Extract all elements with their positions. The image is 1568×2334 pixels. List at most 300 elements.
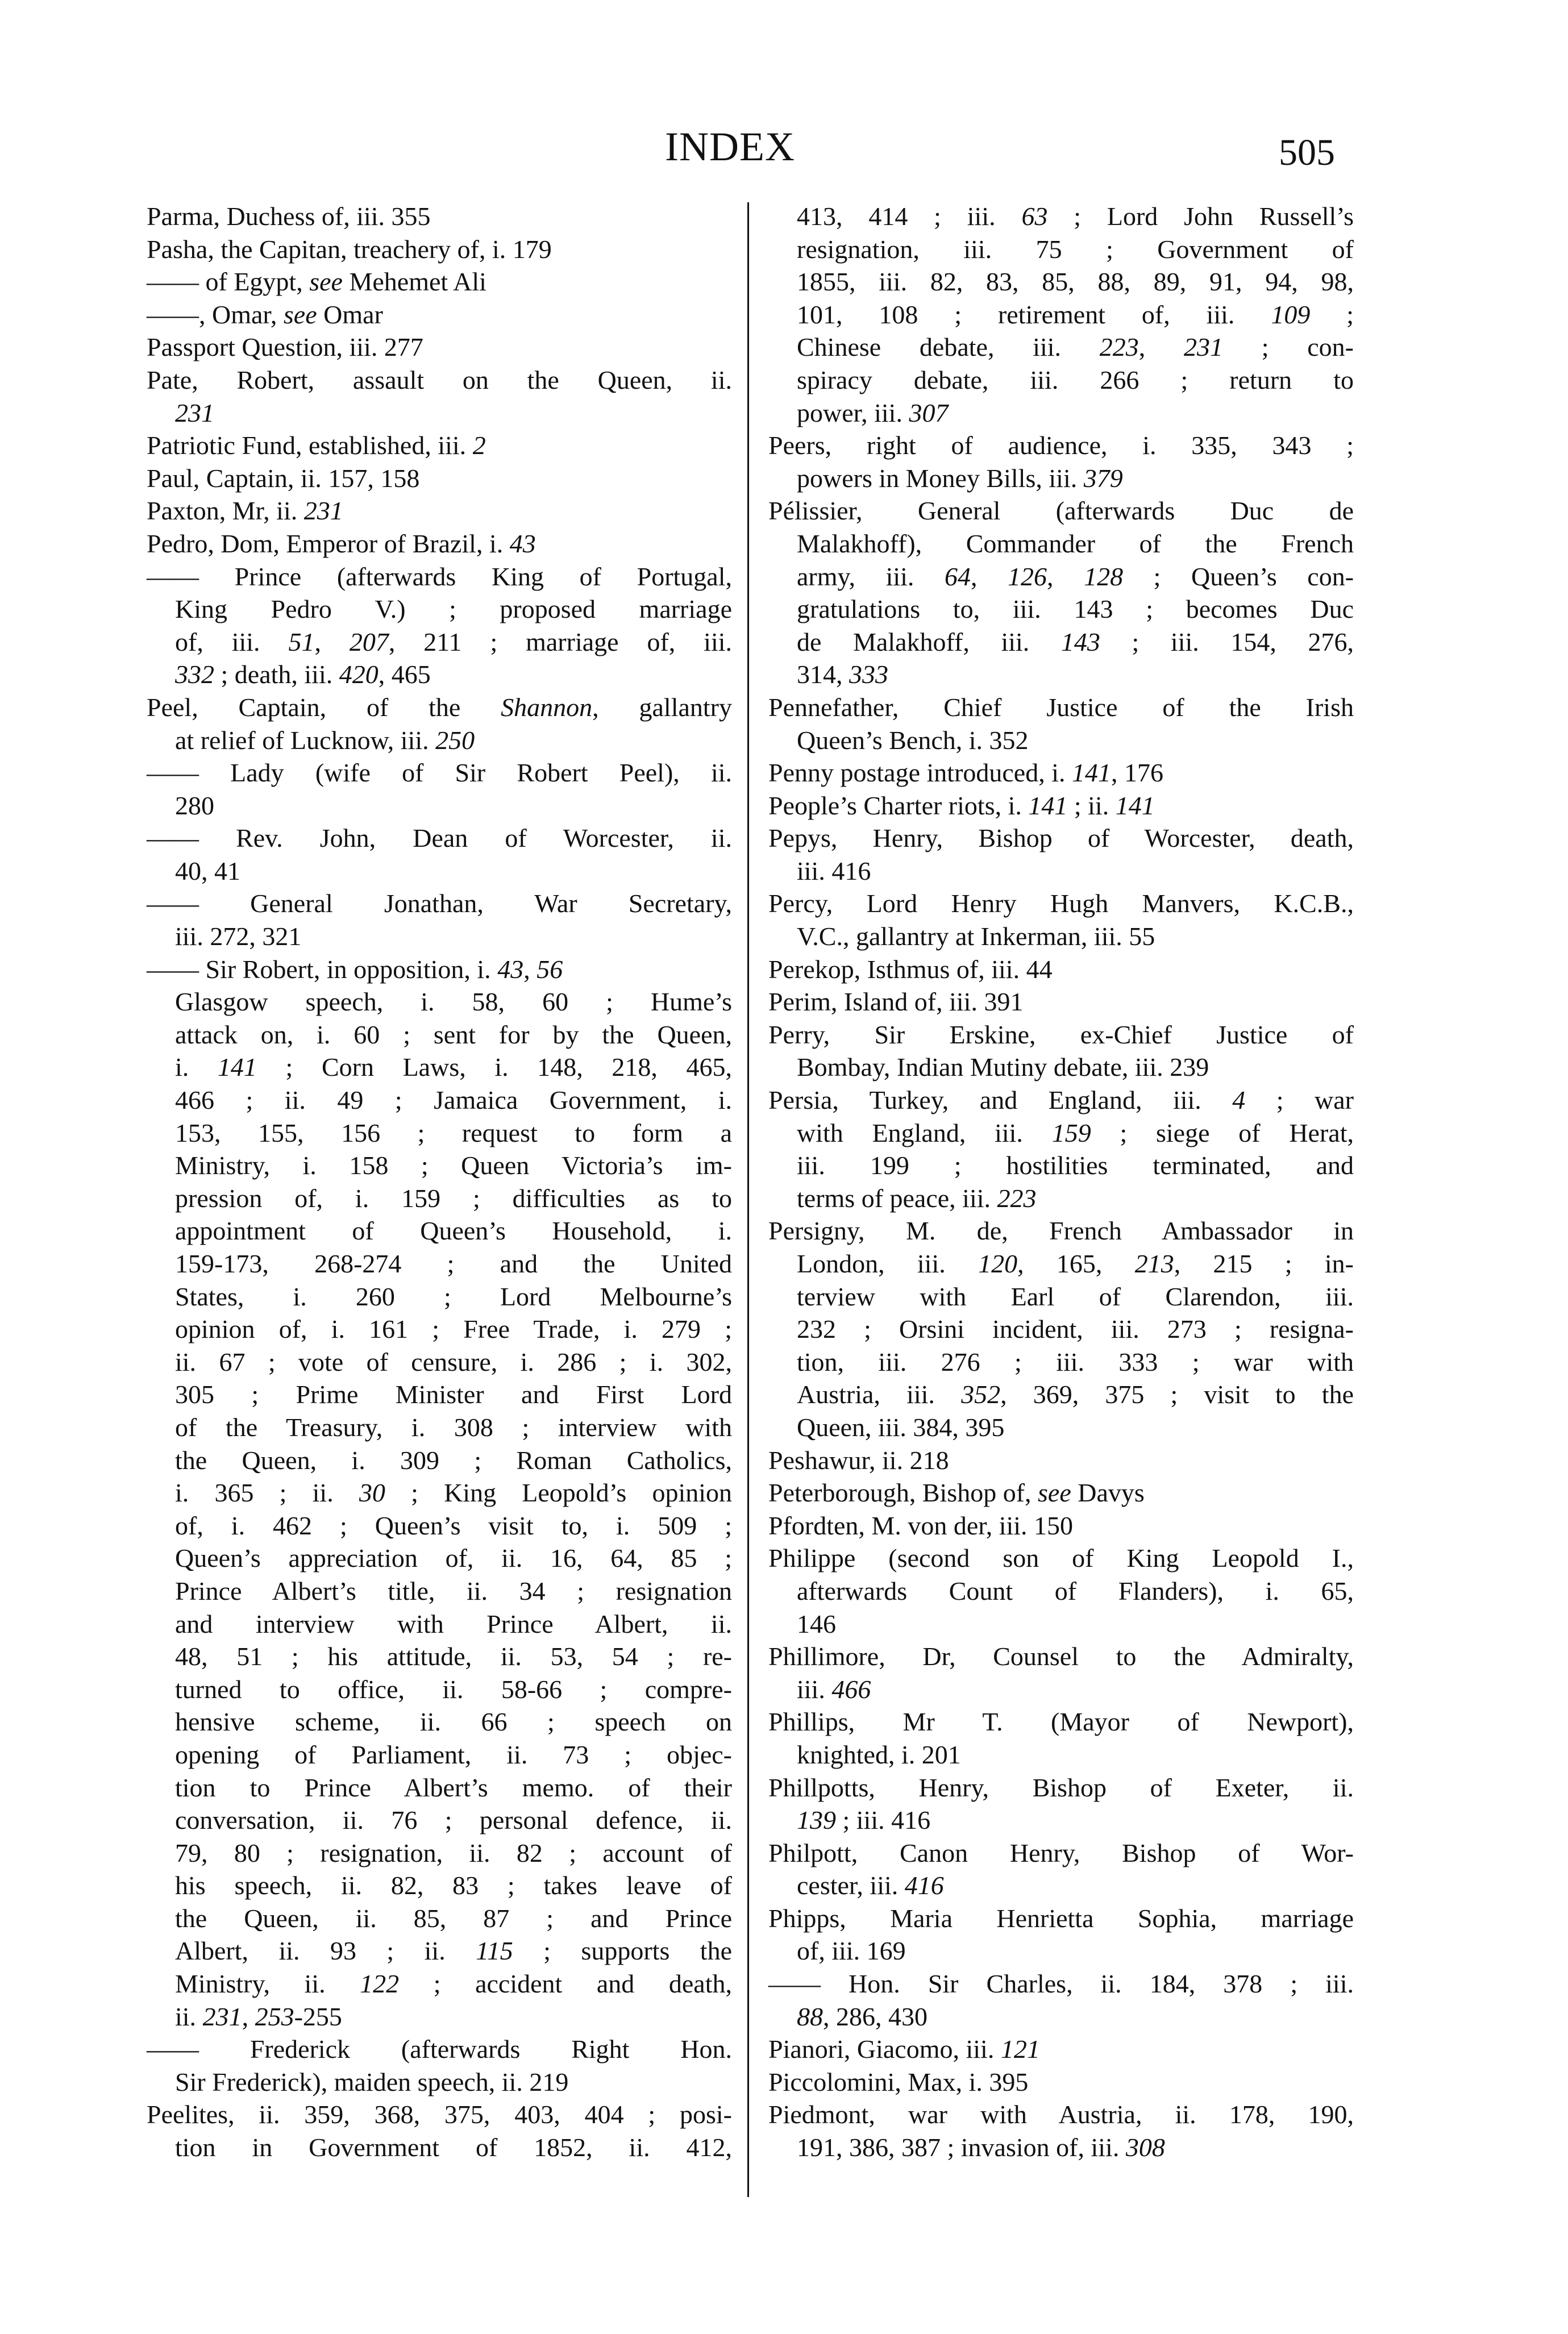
index-line xyxy=(147,1411,732,1444)
index-line xyxy=(768,1117,1354,1150)
index-text: tion in Government of 1852, ii. 412, xyxy=(175,2133,732,2162)
index-line xyxy=(768,298,1354,331)
index-text: Peel, Captain, of the xyxy=(147,692,501,722)
index-line xyxy=(147,1214,732,1247)
index-line xyxy=(768,331,1354,364)
index-line xyxy=(147,331,732,364)
index-line xyxy=(147,1967,732,2000)
index-text-italic: 51 xyxy=(288,627,315,656)
index-line xyxy=(768,494,1354,527)
index-text: Malakhoff), Commander of the French xyxy=(797,529,1354,558)
index-column-left xyxy=(147,200,732,2164)
index-line xyxy=(768,1575,1354,1608)
index-text-italic: 126 xyxy=(1008,561,1047,591)
index-line xyxy=(147,364,732,397)
index-line xyxy=(147,1346,732,1379)
index-text-italic: 115 xyxy=(476,1936,513,1966)
index-text-italic: 307 xyxy=(909,398,949,427)
index-line xyxy=(147,298,732,331)
index-text: —— Prince (afterwards King of Portugal, xyxy=(147,561,732,591)
index-text: opinion of, i. 161 ; Free Trade, i. 279 ; xyxy=(175,1314,732,1344)
index-line xyxy=(147,985,732,1018)
index-text: ; iii. 154, 276, xyxy=(1100,627,1354,656)
index-text: attack on, i. 60 ; sent for by the Queen, xyxy=(175,1020,732,1049)
index-line xyxy=(768,2131,1354,2164)
index-text: ; supports the xyxy=(513,1936,732,1966)
index-text: Prince Albert’s title, ii. 34 ; resignation xyxy=(175,1576,732,1605)
index-text: , xyxy=(523,954,537,984)
index-line xyxy=(147,1117,732,1150)
index-line xyxy=(768,1934,1354,1967)
index-line xyxy=(147,1640,732,1673)
index-line xyxy=(147,1149,732,1182)
index-line xyxy=(147,462,732,495)
index-text: Pianori, Giacomo, iii. xyxy=(768,2035,1001,2064)
index-text-italic: 379 xyxy=(1083,463,1123,493)
index-text: Pedro, Dom, Emperor of Brazil, i. xyxy=(147,529,510,558)
index-line xyxy=(147,494,732,527)
index-text: ii. xyxy=(175,2002,203,2031)
index-line xyxy=(768,265,1354,298)
index-text: 48, 51 ; his attitude, ii. 53, 54 ; re- xyxy=(175,1642,732,1671)
index-line xyxy=(768,1444,1354,1477)
index-text: 280 xyxy=(175,791,214,820)
index-text: Persigny, M. de, French Ambassador in xyxy=(768,1216,1354,1246)
index-text: Austria, iii. xyxy=(797,1380,962,1409)
index-text: , 165, xyxy=(1017,1249,1135,1278)
index-text: People’s Charter riots, i. xyxy=(768,791,1029,820)
index-line xyxy=(768,1214,1354,1247)
index-text: iii. 416 xyxy=(797,856,871,885)
index-line xyxy=(768,397,1354,430)
index-line xyxy=(768,756,1354,789)
index-line xyxy=(768,2066,1354,2099)
index-line xyxy=(147,822,732,855)
index-text: Perekop, Isthmus of, iii. 44 xyxy=(768,954,1053,984)
index-text: , 211 ; marriage of, iii. xyxy=(388,627,733,656)
index-text: Pfordten, M. von der, iii. 150 xyxy=(768,1511,1074,1540)
index-text: tion to Prince Albert’s memo. of their xyxy=(175,1773,732,1802)
index-line xyxy=(768,626,1354,659)
index-line xyxy=(147,626,732,659)
index-text: —— Sir Robert, in opposition, i. xyxy=(147,954,498,984)
index-text: —— Rev. John, Dean of Worcester, ii. xyxy=(147,823,732,853)
index-text: ; King Leopold’s opinion xyxy=(385,1478,732,1508)
index-text: Queen’s Bench, i. 352 xyxy=(797,725,1029,755)
index-line xyxy=(147,1608,732,1641)
index-line xyxy=(768,1051,1354,1084)
index-text-italic: 141 xyxy=(217,1052,257,1082)
index-line xyxy=(147,1084,732,1117)
index-line xyxy=(147,200,732,233)
index-text-italic: 466 xyxy=(831,1674,871,1704)
index-text: , 176 xyxy=(1111,758,1164,788)
index-line xyxy=(147,1182,732,1215)
index-text: 79, 80 ; resignation, ii. 82 ; account of xyxy=(175,1838,732,1867)
index-line xyxy=(147,1509,732,1542)
index-text: at relief of Lucknow, iii. xyxy=(175,725,436,755)
index-text: of, i. 462 ; Queen’s visit to, i. 509 ; xyxy=(175,1511,732,1540)
index-line xyxy=(768,1608,1354,1641)
index-text: Ministry, i. 158 ; Queen Victoria’s im- xyxy=(175,1151,732,1180)
index-text-italic: 231 xyxy=(175,398,214,427)
index-text: Ministry, ii. xyxy=(175,1969,360,1999)
index-text: ; Queen’s con- xyxy=(1123,561,1354,591)
index-text: , 215 ; in- xyxy=(1174,1249,1354,1278)
index-line xyxy=(768,887,1354,920)
index-text: iii. xyxy=(797,1674,832,1704)
column-divider xyxy=(747,202,749,2197)
index-text: afterwards Count of Flanders), i. 65, xyxy=(797,1576,1354,1605)
index-line xyxy=(147,724,732,757)
index-line xyxy=(147,2131,732,2164)
index-text: —— Lady (wife of Sir Robert Peel), ii. xyxy=(147,758,732,788)
index-text: Paxton, Mr, ii. xyxy=(147,496,304,526)
index-line xyxy=(768,364,1354,397)
index-text: the Queen, i. 309 ; Roman Catholics, xyxy=(175,1445,732,1475)
index-text: Perim, Island of, iii. 391 xyxy=(768,987,1024,1017)
index-text: hensive scheme, ii. 66 ; speech on xyxy=(175,1707,732,1737)
index-line xyxy=(147,429,732,462)
index-text: 413, 414 ; iii. xyxy=(797,202,1022,231)
index-line xyxy=(768,1967,1354,2000)
index-text: Phipps, Maria Henrietta Sophia, marriage xyxy=(768,1903,1354,1933)
index-text: Perry, Sir Erskine, ex-Chief Justice of xyxy=(768,1020,1354,1049)
index-text: 101, 108 ; retirement of, iii. xyxy=(797,299,1271,329)
index-text-italic: 141 xyxy=(1115,791,1155,820)
index-line xyxy=(147,397,732,430)
index-text: conversation, ii. 76 ; personal defence, ii. xyxy=(175,1805,732,1835)
index-text: —— General Jonathan, War Secretary, xyxy=(147,889,732,918)
index-line xyxy=(147,1018,732,1051)
index-line xyxy=(768,593,1354,626)
index-text-italic: see xyxy=(283,299,317,329)
index-text: Persia, Turkey, and England, iii. xyxy=(768,1085,1233,1115)
index-text: turned to office, ii. 58-66 ; compre- xyxy=(175,1674,732,1704)
index-text: opening of Parliament, ii. 73 ; objec- xyxy=(175,1740,732,1769)
index-line xyxy=(768,1902,1354,1935)
index-text: iii. 199 ; hostilities terminated, and xyxy=(797,1151,1354,1180)
index-text: ; death, iii. xyxy=(214,660,339,689)
index-text: , 369, 375 ; visit to the xyxy=(1000,1380,1354,1409)
index-text: Queen, iii. 384, 395 xyxy=(797,1412,1005,1442)
index-text: Bombay, Indian Mutiny debate, iii. 239 xyxy=(797,1052,1209,1082)
index-text-italic: Shannon xyxy=(501,692,593,722)
index-line xyxy=(768,1640,1354,1673)
index-line xyxy=(768,2033,1354,2066)
index-text: Penny postage introduced, i. xyxy=(768,758,1072,788)
index-line xyxy=(768,1346,1354,1379)
index-text: Phillips, Mr T. (Mayor of Newport), xyxy=(768,1707,1354,1737)
index-text-italic: 420 xyxy=(339,660,379,689)
index-text-italic: 128 xyxy=(1084,561,1124,591)
index-text: Peelites, ii. 359, 368, 375, 403, 404 ; posi- xyxy=(147,2100,732,2129)
index-text-italic: 109 xyxy=(1271,299,1311,329)
index-text-italic: 250 xyxy=(435,725,475,755)
index-text: , xyxy=(1047,561,1084,591)
index-text: 191, 386, 387 ; invasion of, iii. xyxy=(797,2133,1126,2162)
index-text-italic: 213 xyxy=(1134,1249,1174,1278)
index-line xyxy=(768,1182,1354,1215)
index-text: 153, 155, 156 ; request to form a xyxy=(175,1118,732,1147)
index-text-italic: 43 xyxy=(497,954,524,984)
index-line xyxy=(147,1804,732,1837)
index-line xyxy=(147,1280,732,1313)
index-text: Peers, right of audience, i. 335, 343 ; xyxy=(768,431,1354,460)
index-text: Phillimore, Dr, Counsel to the Admiralty, xyxy=(768,1642,1354,1671)
index-text: cester, iii. xyxy=(797,1871,905,1900)
index-text: ; Lord John Russell’s xyxy=(1047,202,1354,231)
index-line xyxy=(147,1051,732,1084)
index-text: King Pedro V.) ; proposed marriage xyxy=(175,594,732,624)
index-line xyxy=(768,1705,1354,1738)
index-line xyxy=(147,1575,732,1608)
index-line xyxy=(147,265,732,298)
index-line xyxy=(768,1411,1354,1444)
index-line xyxy=(147,855,732,888)
index-text: , gallantry xyxy=(592,692,732,722)
index-text: Sir Frederick), maiden speech, ii. 219 xyxy=(175,2067,569,2096)
index-line xyxy=(768,560,1354,593)
index-text: Mehemet Ali xyxy=(342,267,486,297)
index-text: Piccolomini, Max, i. 395 xyxy=(768,2067,1029,2096)
index-text: Phillpotts, Henry, Bishop of Exeter, ii. xyxy=(768,1773,1354,1802)
index-line xyxy=(147,1313,732,1346)
index-text: power, iii. xyxy=(797,398,909,427)
index-text: ii. 67 ; vote of censure, i. 286 ; i. 302, xyxy=(175,1347,732,1376)
index-line xyxy=(768,1804,1354,1837)
index-text: Pasha, the Capitan, treachery of, i. 179 xyxy=(147,234,552,264)
index-text-italic: 2 xyxy=(472,431,486,460)
index-text: Peshawur, ii. 218 xyxy=(768,1445,949,1475)
index-text: , 286, 430 xyxy=(823,2002,928,2031)
index-text: ; war xyxy=(1245,1085,1354,1115)
index-text-italic: 43 xyxy=(509,529,536,558)
index-text: Glasgow speech, i. 58, 60 ; Hume’s xyxy=(175,987,732,1017)
index-text: ; xyxy=(1310,299,1354,329)
index-line xyxy=(768,462,1354,495)
index-text: V.C., gallantry at Inkerman, iii. 55 xyxy=(797,922,1155,951)
index-line xyxy=(768,1476,1354,1509)
index-text: army, iii. xyxy=(797,561,945,591)
index-text-italic: 253 xyxy=(255,2002,294,2031)
index-text-italic: 308 xyxy=(1125,2133,1165,2162)
index-line xyxy=(147,756,732,789)
index-line xyxy=(768,920,1354,953)
index-line xyxy=(768,1542,1354,1575)
index-line xyxy=(147,887,732,920)
index-text: Pate, Robert, assault on the Queen, ii. xyxy=(147,365,732,394)
index-text: 305 ; Prime Minister and First Lord xyxy=(175,1380,732,1409)
index-text: States, i. 260 ; Lord Melbourne’s xyxy=(175,1282,732,1311)
index-text: ; iii. 416 xyxy=(836,1805,931,1835)
index-text: 314, xyxy=(797,660,849,689)
index-line xyxy=(768,1018,1354,1051)
index-text: 40, 41 xyxy=(175,856,240,885)
index-line xyxy=(768,200,1354,233)
index-text-italic: 30 xyxy=(359,1478,385,1508)
index-line xyxy=(768,985,1354,1018)
index-text: i. 365 ; ii. xyxy=(175,1478,359,1508)
index-text: Patriotic Fund, established, iii. xyxy=(147,431,473,460)
index-text: Peterborough, Bishop of, xyxy=(768,1478,1038,1508)
index-text: resignation, iii. 75 ; Government of xyxy=(797,234,1354,264)
index-text: pression of, i. 159 ; difficulties as to xyxy=(175,1183,732,1213)
index-text: ; Corn Laws, i. 148, 218, 465, xyxy=(256,1052,733,1082)
index-text: terview with Earl of Clarendon, iii. xyxy=(797,1282,1354,1311)
index-text: the Queen, ii. 85, 87 ; and Prince xyxy=(175,1903,732,1933)
index-text: , xyxy=(314,627,350,656)
index-text-italic: 4 xyxy=(1232,1085,1246,1115)
index-text: , xyxy=(242,2002,255,2031)
index-line xyxy=(147,1771,732,1804)
index-line xyxy=(147,2000,732,2033)
index-text: appointment of Queen’s Household, i. xyxy=(175,1216,732,1246)
index-text: 466 ; ii. 49 ; Jamaica Government, i. xyxy=(175,1085,732,1115)
index-text-italic: 120 xyxy=(978,1249,1018,1278)
index-text: ; accident and death, xyxy=(399,1969,732,1999)
index-line xyxy=(147,527,732,560)
page-title: INDEX xyxy=(665,124,795,169)
index-line xyxy=(147,1673,732,1706)
index-line xyxy=(768,1084,1354,1117)
index-line xyxy=(768,691,1354,724)
index-line xyxy=(768,658,1354,691)
index-line xyxy=(768,1378,1354,1411)
index-line xyxy=(147,658,732,691)
index-text-italic: 64 xyxy=(944,561,971,591)
index-text-italic: 332 xyxy=(175,660,214,689)
index-text: ——, Omar, xyxy=(147,299,284,329)
index-line xyxy=(147,1247,732,1280)
index-text-italic: 141 xyxy=(1028,791,1068,820)
index-text: de Malakhoff, iii. xyxy=(797,627,1061,656)
index-line xyxy=(768,429,1354,462)
index-text: —— Frederick (afterwards Right Hon. xyxy=(147,2035,732,2064)
index-text: terms of peace, iii. xyxy=(797,1183,997,1213)
page-number: 505 xyxy=(1279,132,1335,173)
index-text: Philippe (second son of King Leopold I., xyxy=(768,1543,1354,1573)
index-text-italic: 141 xyxy=(1072,758,1112,788)
index-line xyxy=(147,560,732,593)
index-text-italic: 231 xyxy=(202,2002,242,2031)
index-text-italic: see xyxy=(1038,1478,1071,1508)
index-text: gratulations to, iii. 143 ; becomes Duc xyxy=(797,594,1354,624)
index-text-italic: 122 xyxy=(360,1969,400,1999)
index-text-italic: 139 xyxy=(797,1805,836,1835)
index-text-italic: 88 xyxy=(797,2002,823,2031)
index-line xyxy=(768,822,1354,855)
index-text: —— of Egypt, xyxy=(147,267,310,297)
index-line xyxy=(147,2033,732,2066)
index-line xyxy=(147,789,732,822)
index-line xyxy=(768,1738,1354,1771)
index-text-italic: 121 xyxy=(1000,2035,1040,2064)
index-text-italic: 207 xyxy=(349,627,389,656)
index-text: tion, iii. 276 ; iii. 333 ; war with xyxy=(797,1347,1354,1376)
index-text: Passport Question, iii. 277 xyxy=(147,332,423,362)
index-text: with England, iii. xyxy=(797,1118,1052,1147)
index-text-italic: 231 xyxy=(303,496,343,526)
index-line xyxy=(768,953,1354,986)
index-line xyxy=(147,1542,732,1575)
index-text-italic: 416 xyxy=(904,1871,944,1900)
index-line xyxy=(147,953,732,986)
index-text: iii. 272, 321 xyxy=(175,922,302,951)
index-text: Parma, Duchess of, iii. 355 xyxy=(147,202,431,231)
index-text: Philpott, Canon Henry, Bishop of Wor- xyxy=(768,1838,1354,1867)
index-text: powers in Money Bills, iii. xyxy=(797,463,1084,493)
index-text: 232 ; Orsini incident, iii. 273 ; resigna- xyxy=(797,1314,1354,1344)
index-text: Queen’s appreciation of, ii. 16, 64, 85 ; xyxy=(175,1543,732,1573)
index-line xyxy=(768,1313,1354,1346)
index-line xyxy=(768,789,1354,822)
index-text: London, iii. xyxy=(797,1249,979,1278)
index-line xyxy=(147,691,732,724)
index-text: Pélissier, General (afterwards Duc de xyxy=(768,496,1354,526)
index-line xyxy=(768,1771,1354,1804)
index-line xyxy=(147,593,732,626)
index-line xyxy=(147,1837,732,1870)
index-text: 146 xyxy=(797,1609,836,1638)
index-line xyxy=(768,1837,1354,1870)
index-line xyxy=(768,724,1354,757)
index-line xyxy=(147,1476,732,1509)
index-line xyxy=(147,2066,732,2099)
index-text-italic: 231 xyxy=(1184,332,1224,362)
index-text: Omar xyxy=(317,299,383,329)
index-line xyxy=(147,1934,732,1967)
index-text: and interview with Prince Albert, ii. xyxy=(175,1609,732,1638)
index-line xyxy=(768,1149,1354,1182)
index-text: spiracy debate, iii. 266 ; return to xyxy=(797,365,1354,394)
index-line xyxy=(768,2098,1354,2131)
index-text: , 465 xyxy=(378,660,431,689)
index-text-italic: 352 xyxy=(961,1380,1001,1409)
index-line xyxy=(147,1378,732,1411)
index-line xyxy=(147,1444,732,1477)
index-line xyxy=(768,1673,1354,1706)
index-text-italic: 223 xyxy=(997,1183,1037,1213)
index-text: of the Treasury, i. 308 ; interview with xyxy=(175,1412,732,1442)
index-text: of, iii. xyxy=(175,627,289,656)
index-text: —— Hon. Sir Charles, ii. 184, 378 ; iii. xyxy=(768,1969,1354,1999)
index-text: Pepys, Henry, Bishop of Worcester, death, xyxy=(768,823,1354,853)
index-text-italic: 56 xyxy=(536,954,563,984)
index-text-italic: 333 xyxy=(849,660,888,689)
index-line xyxy=(147,1738,732,1771)
index-text-italic: 143 xyxy=(1060,627,1100,656)
index-text: ; con- xyxy=(1223,332,1354,362)
index-text: Albert, ii. 93 ; ii. xyxy=(175,1936,476,1966)
index-line xyxy=(147,920,732,953)
index-line xyxy=(768,1509,1354,1542)
index-text: i. xyxy=(175,1052,218,1082)
index-text: knighted, i. 201 xyxy=(797,1740,961,1769)
index-line xyxy=(768,855,1354,888)
index-line xyxy=(147,2098,732,2131)
index-line xyxy=(768,1280,1354,1313)
index-text: Piedmont, war with Austria, ii. 178, 190, xyxy=(768,2100,1354,2129)
index-line xyxy=(768,1247,1354,1280)
index-column-right xyxy=(768,200,1354,2164)
index-text: Paul, Captain, ii. 157, 158 xyxy=(147,463,420,493)
index-text: ; ii. xyxy=(1067,791,1116,820)
index-text: 159-173, 268-274 ; and the United xyxy=(175,1249,732,1278)
index-line xyxy=(768,233,1354,266)
index-line xyxy=(147,233,732,266)
index-text: Chinese debate, iii. xyxy=(797,332,1100,362)
